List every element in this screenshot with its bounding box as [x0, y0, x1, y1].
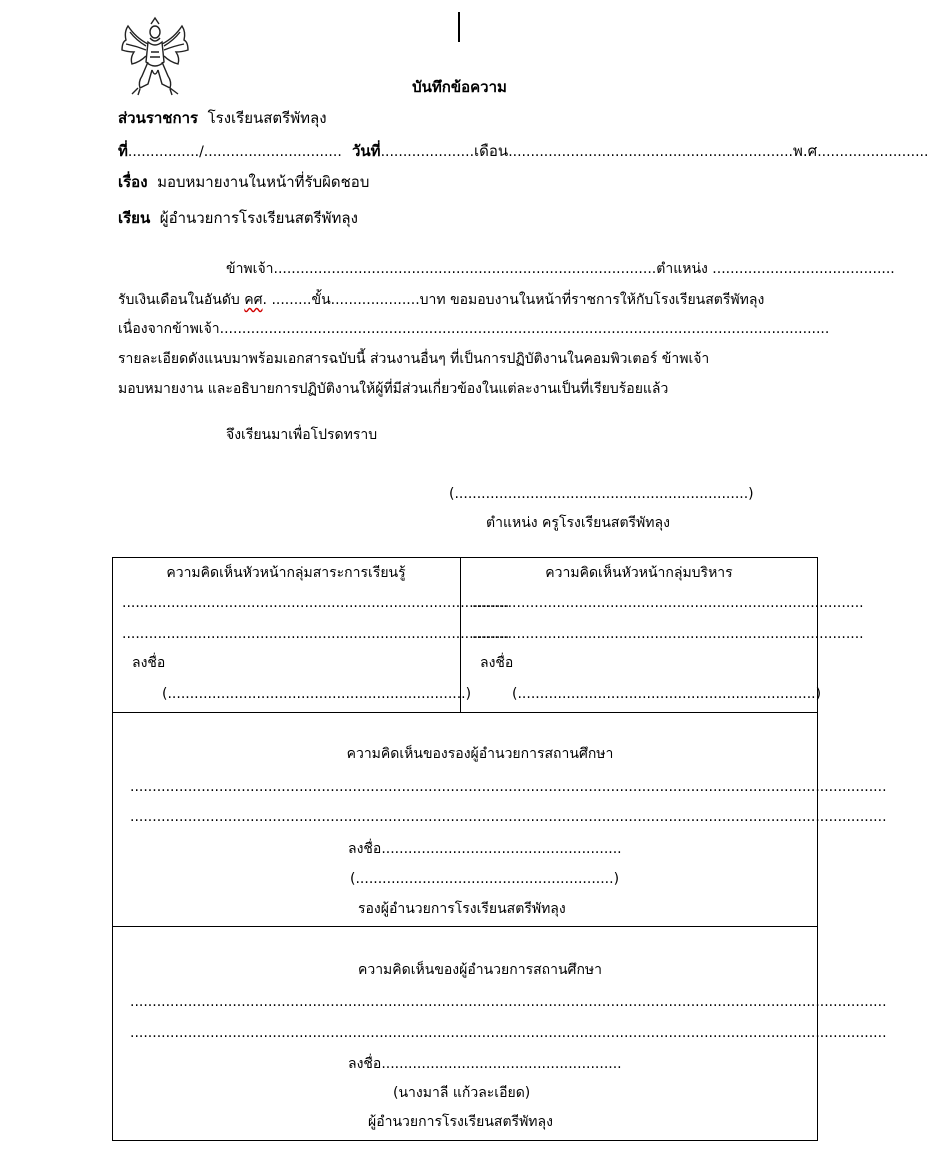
agency-value: โรงเรียนสตรีพัทลุง: [207, 109, 327, 127]
signature-position: ตำแหน่ง ครูโรงเรียนสตรีพัทลุง: [486, 515, 670, 531]
to-label: เรียน: [118, 209, 151, 227]
text-cursor: [458, 12, 460, 42]
year-label: พ.ศ: [793, 142, 818, 160]
to-value: ผู้อำนวยการโรงเรียนสตรีพัทลุง: [159, 209, 358, 227]
cell2-name-line: (...................................................................): [512, 686, 822, 702]
body-line-1-b: ตำแหน่ง .........................................: [656, 261, 895, 277]
body-line-1: [226, 262, 895, 276]
cell3-name-line: (..........................................................): [350, 871, 620, 887]
cell3-dots-1: ..........................................................................................................................................................................: [130, 779, 887, 795]
cell1-heading: ความคิดเห็นหัวหน้ากลุ่มสาระการเรียนรู้: [166, 565, 406, 581]
cell2-dots-2: ........................................................................................: [472, 626, 864, 642]
cell4-dots-2: ..........................................................................................................................................................................: [130, 1025, 887, 1041]
body-line-5: มอบหมายงาน และอธิบายการปฏิบัติงานให้ผู้ที่มีส่วนเกี่ยวข้องในแต่ละงานเป็นที่เรียบร้อยแล้ว: [118, 381, 669, 397]
cell4-name: (นางมาลี แก้วละเอียด): [393, 1085, 531, 1101]
body-line-2-c: . .........ขั้น....................บาท ขอมอบงานในหน้าที่ราชการให้กับโรงเรียนสตรีพัทลุง: [262, 292, 765, 308]
ref-row: [118, 144, 342, 159]
cell1-dots-1: .......................................................................................: [122, 595, 510, 611]
ref-label: ที่: [118, 142, 128, 160]
subject-value: มอบหมายงานในหน้าที่รับผิดชอบ: [157, 173, 370, 191]
table-divider-2: [112, 926, 818, 927]
agency-label: ส่วนราชการ: [118, 109, 199, 127]
cell4-heading: ความคิดเห็นของผู้อำนวยการสถานศึกษา: [357, 962, 603, 978]
cell2-heading: ความคิดเห็นหัวหน้ากลุ่มบริหาร: [545, 565, 733, 581]
cell2-dots-1: ........................................................................................: [472, 595, 864, 611]
agency-row: [118, 111, 327, 126]
body-line-2: [118, 293, 764, 307]
cell4-position: ผู้อำนวยการโรงเรียนสตรีพัทลุง: [368, 1114, 553, 1130]
body-line-2-b: คศ: [244, 292, 263, 308]
year-value: .........................: [817, 144, 928, 160]
to-row: [118, 211, 358, 226]
cell3-heading: ความคิดเห็นของรองผู้อำนวยการสถานศึกษา: [346, 746, 614, 762]
month-label: เดือน: [474, 142, 509, 160]
date-value: .....................: [380, 144, 475, 160]
closing-text: จึงเรียนมาเพื่อโปรดทราบ: [226, 427, 378, 443]
cell3-sign-line: ลงชื่อ......................................................: [348, 841, 622, 857]
cell1-dots-2: .......................................................................................: [122, 626, 510, 642]
cell4-dots-1: ..........................................................................................................................................................................: [130, 994, 887, 1010]
ref-value: ................/...............................: [127, 144, 342, 160]
body-line-3: เนื่องจากข้าพเจ้า.........................................................................................................................................: [118, 321, 830, 337]
cell3-dots-2: ..........................................................................................................................................................................: [130, 809, 887, 825]
cell4-sign-line: ลงชื่อ......................................................: [348, 1056, 622, 1072]
date-row: [352, 144, 928, 159]
month-value: ................................................................: [508, 144, 793, 160]
body-line-1-a: ข้าพเจ้า......................................................................................: [226, 261, 657, 277]
cell1-sign-label: ลงชื่อ: [132, 655, 166, 671]
subject-label: เรื่อง: [118, 173, 148, 191]
cell3-position: รองผู้อำนวยการโรงเรียนสตรีพัทลุง: [358, 901, 566, 917]
signature-name-line: (..................................................................): [449, 486, 754, 502]
body-line-2-a: รับเงินเดือนในอันดับ: [118, 292, 240, 308]
table-divider-1: [112, 712, 818, 713]
subject-row: [118, 175, 369, 190]
cell2-sign-label: ลงชื่อ: [480, 655, 514, 671]
cell1-name-line: (...................................................................): [162, 686, 472, 702]
body-line-4: รายละเอียดดังแนบมาพร้อมเอกสารฉบับนี้ ส่วนงานอื่นๆ ที่เป็นการปฏิบัติงานในคอมพิวเตอร์ ข้าพเจ้า: [118, 351, 710, 367]
date-label: วันที่: [352, 142, 381, 160]
document-title: บันทึกข้อความ: [412, 78, 507, 96]
